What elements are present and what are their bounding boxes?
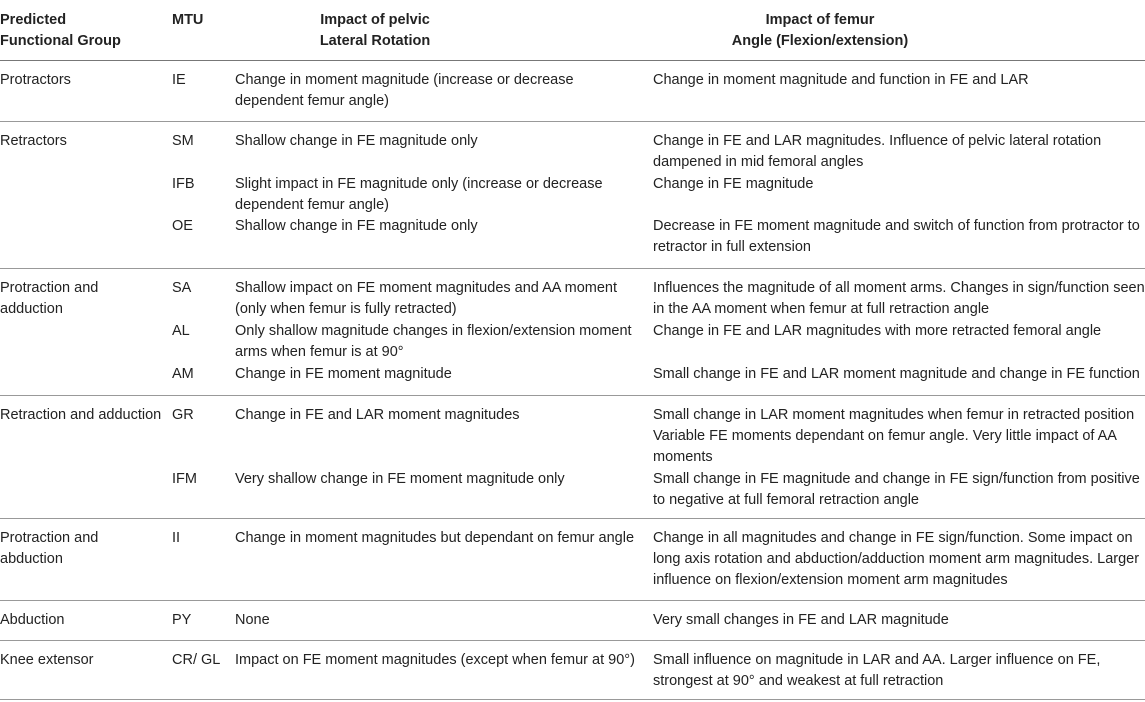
header-femur-angle — [600, 10, 1040, 52]
table-row — [0, 650, 1145, 702]
table-row — [0, 405, 1145, 469]
mtu-cell: OE — [172, 218, 193, 234]
table-row — [0, 131, 1145, 174]
femur-impact-cell: Small change in LAR moment magnitudes when femur in retracted position Variable FE moments dependant on femur angle. Very little impact of AA moments — [653, 407, 1135, 465]
femur-impact-cell: Very small changes in FE and LAR magnitude — [653, 612, 949, 628]
table-row — [0, 174, 1145, 216]
table-group — [0, 61, 1145, 122]
table-group — [0, 601, 1145, 641]
functional-group-name: Protractors — [0, 72, 71, 88]
pelvic-impact-cell: Change in FE and LAR moment magnitudes — [235, 407, 520, 423]
mtu-cell: II — [172, 530, 181, 546]
mtu-cell: IFB — [172, 176, 195, 192]
functional-group-name: Knee extensor — [0, 652, 94, 668]
pelvic-impact-cell: Change in moment magnitude (increase or decrease dependent femur angle) — [235, 72, 574, 109]
femur-impact-cell: Small change in FE magnitude and change in FE sign/function from positive to negative at full femoral retraction angle — [653, 471, 1140, 508]
header-pelvic-rotation — [180, 10, 570, 52]
mtu-cell: GR — [172, 407, 194, 423]
functional-group-name: Retractors — [0, 133, 67, 149]
mtu-cell: IFM — [172, 471, 197, 487]
mtu-cell: IE — [172, 72, 186, 88]
pelvic-impact-cell: Very shallow change in FE moment magnitude only — [235, 471, 565, 487]
femur-impact-cell: Change in all magnitudes and change in FE sign/function. Some impact on long axis rotation and abduction/adduction moment arm magnitudes. Larger influence on flexion/extension moment arm magnitudes — [653, 530, 1140, 588]
header-femur-line2: Angle (Flexion/extension) — [731, 33, 909, 49]
pelvic-impact-cell: Slight impact in FE magnitude only (increase or decrease dependent femur angle) — [235, 176, 603, 213]
table-row — [0, 528, 1145, 600]
functional-group-name: Protraction and abduction — [0, 530, 99, 567]
femur-impact-cell: Change in FE and LAR magnitudes. Influence of pelvic lateral rotation dampened in mid femoral angles — [653, 133, 1102, 170]
pelvic-impact-cell: None — [235, 612, 270, 628]
table-row — [0, 278, 1145, 321]
femur-impact-cell: Decrease in FE moment magnitude and switch of function from protractor to retractor in full extension — [653, 218, 1140, 255]
functional-group-name: Abduction — [0, 612, 65, 628]
header-mtu: MTU — [172, 12, 204, 28]
femur-impact-cell: Change in moment magnitude and function in FE and LAR — [653, 72, 1029, 88]
table-body — [0, 61, 1145, 700]
functional-group-name: Retraction and adduction — [0, 407, 162, 423]
table-group — [0, 269, 1145, 396]
pelvic-impact-cell: Impact on FE moment magnitudes (except when femur at 90°) — [235, 652, 635, 668]
table-row — [0, 610, 1145, 640]
table-group — [0, 396, 1145, 519]
table-group — [0, 519, 1145, 601]
femur-impact-cell: Change in FE and LAR magnitudes with more retracted femoral angle — [653, 323, 1102, 339]
header-pelvic-line1: Impact of pelvic — [320, 12, 430, 28]
header-femur-line1: Impact of femur — [765, 12, 875, 28]
header-group-line2: Functional Group — [0, 33, 121, 49]
pelvic-impact-cell: Shallow change in FE magnitude only — [235, 133, 478, 149]
table-row — [0, 321, 1145, 364]
mtu-cell: CR/ GL — [172, 652, 221, 668]
mtu-cell: SA — [172, 280, 192, 296]
femur-impact-cell: Small change in FE and LAR moment magnitude and change in FE function — [653, 366, 1140, 382]
header-group-line1: Predicted — [0, 12, 67, 28]
mtu-cell: SM — [172, 133, 194, 149]
pelvic-impact-cell: Change in moment magnitudes but dependant on femur angle — [235, 530, 635, 546]
mtu-cell: PY — [172, 612, 192, 628]
femur-impact-cell: Change in FE magnitude — [653, 176, 814, 192]
femur-impact-cell: Small influence on magnitude in LAR and AA. Larger influence on FE, strongest at 90° and weakest at full retraction — [653, 652, 1101, 689]
table-group — [0, 641, 1145, 700]
functional-group-name: Protraction and adduction — [0, 280, 99, 317]
femur-impact-cell: Influences the magnitude of all moment arms. Changes in sign/function seen in the AA moment when femur at full retraction angle — [653, 280, 1145, 317]
mtu-cell: AL — [172, 323, 190, 339]
pelvic-impact-cell: Only shallow magnitude changes in flexion/extension moment arms when femur is at 90° — [235, 323, 632, 360]
header-pelvic-line2: Lateral Rotation — [319, 33, 431, 49]
table-row — [0, 216, 1145, 268]
table-row — [0, 70, 1145, 112]
mtu-cell: AM — [172, 366, 194, 382]
table-group — [0, 122, 1145, 269]
table-header — [0, 0, 1145, 61]
header-functional-group — [0, 10, 160, 52]
pelvic-impact-cell: Shallow change in FE magnitude only — [235, 218, 478, 234]
pelvic-impact-cell: Change in FE moment magnitude — [235, 366, 452, 382]
pelvic-impact-cell: Shallow impact on FE moment magnitudes and AA moment (only when femur is fully retracted) — [235, 280, 618, 317]
